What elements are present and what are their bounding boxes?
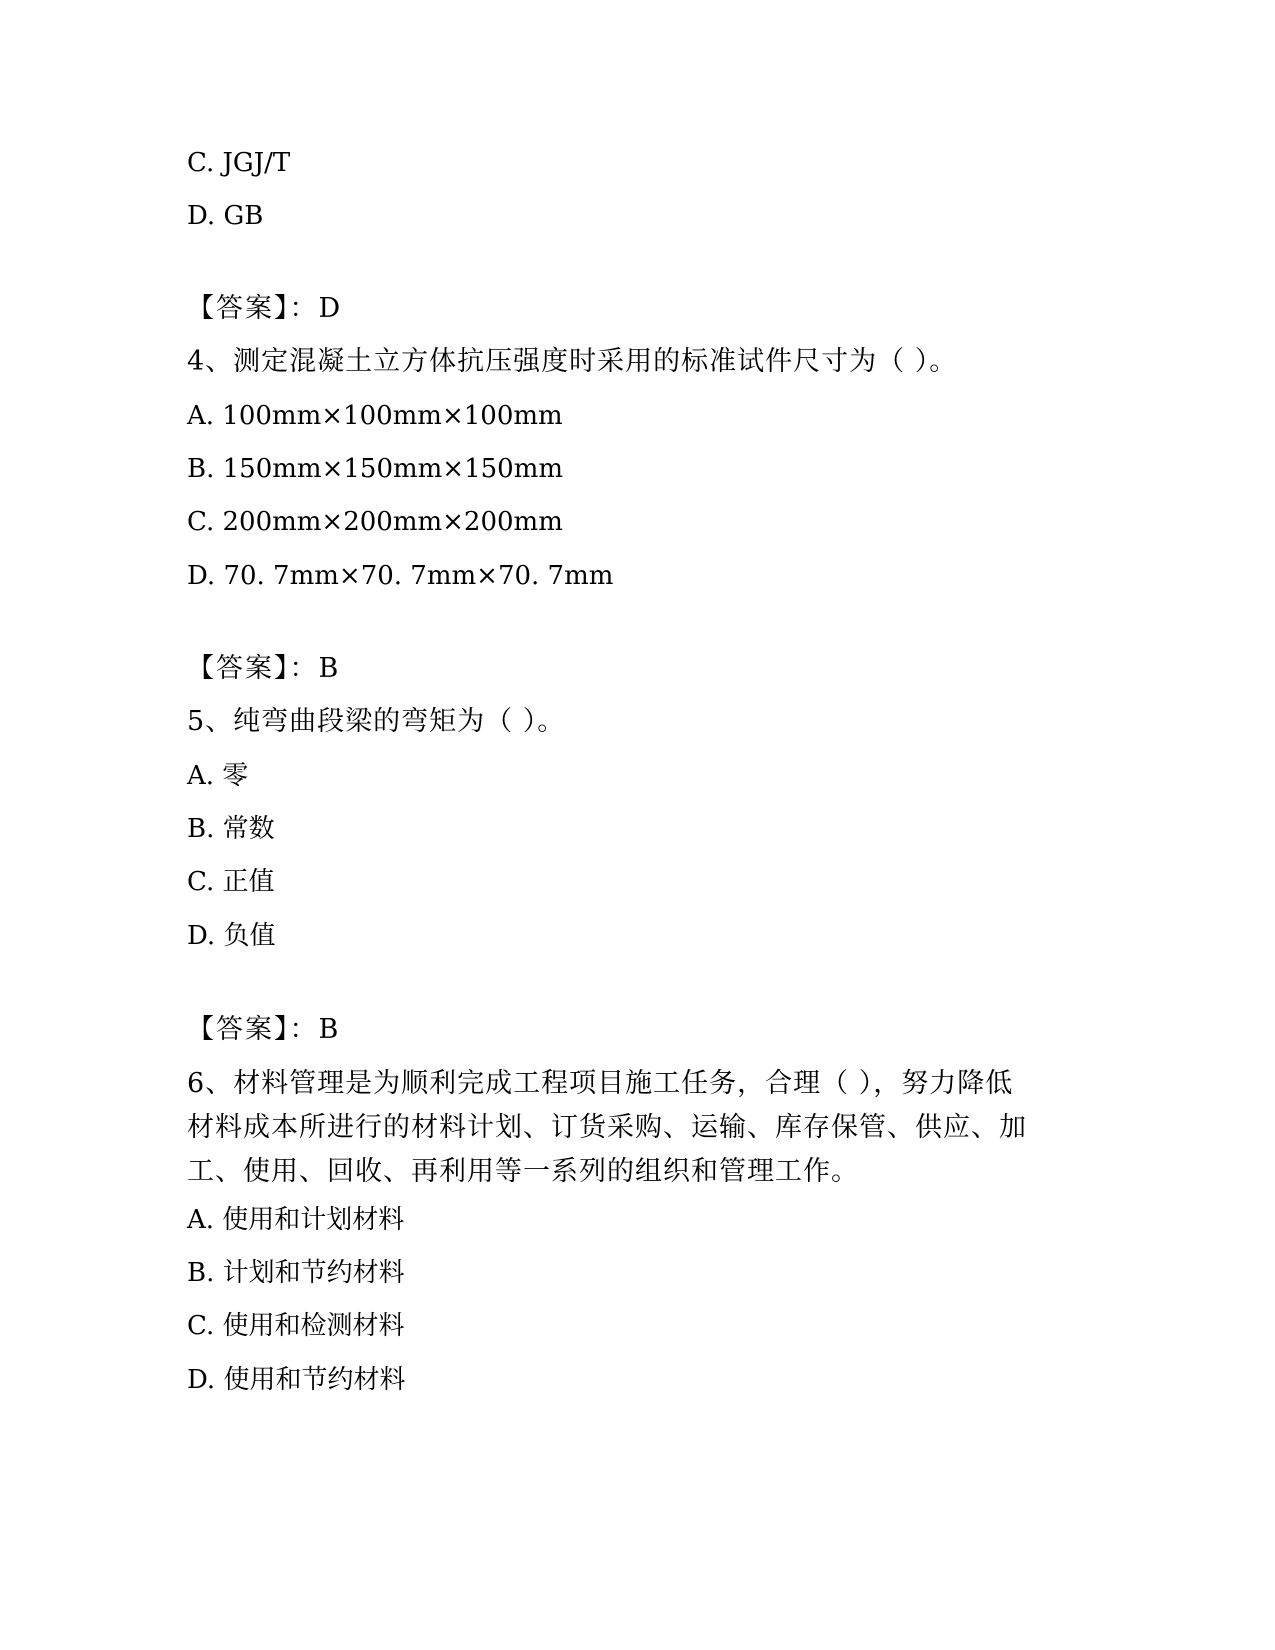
q4-option-a: A. 100mm×100mm×100mm	[187, 401, 563, 431]
q6-stem-line: 工、使用、回收、再利用等一系列的组织和管理工作。	[187, 1156, 859, 1187]
q6-option-b: B. 计划和节约材料	[187, 1258, 405, 1288]
q5-option-a: A. 零	[187, 761, 249, 791]
q4-option-c: C. 200mm×200mm×200mm	[187, 507, 563, 537]
q5-option-d: D. 负值	[187, 921, 276, 951]
q6-option-c: C. 使用和检测材料	[187, 1311, 405, 1341]
q4-option-b: B. 150mm×150mm×150mm	[187, 454, 564, 484]
q5-option-c: C. 正值	[187, 867, 275, 897]
q5-stem: 5、纯弯曲段梁的弯矩为（ ）。	[187, 706, 566, 737]
q6-option-a: A. 使用和计划材料	[187, 1205, 405, 1235]
q4-option-d: D. 70. 7mm×70. 7mm×70. 7mm	[187, 561, 614, 591]
prev-option-d: D. GB	[187, 201, 264, 231]
q6-stem	[187, 1062, 1067, 1194]
q4-stem: 4、测定混凝土立方体抗压强度时采用的标准试件尺寸为（ ）。	[187, 346, 958, 377]
prev-answer: 【答案】：D	[187, 293, 343, 324]
q5-answer: 【答案】：B	[187, 1014, 341, 1045]
prev-option-c: C. JGJ/T	[187, 148, 291, 178]
q6-option-d: D. 使用和节约材料	[187, 1365, 406, 1395]
q6-stem-line: 6、材料管理是为顺利完成工程项目施工任务，合理（ ），努力降低	[187, 1068, 1014, 1099]
q6-stem-line: 材料成本所进行的材料计划、订货采购、运输、库存保管、供应、加	[187, 1112, 1027, 1143]
q5-option-b: B. 常数	[187, 814, 275, 844]
q4-answer: 【答案】：B	[187, 653, 341, 684]
